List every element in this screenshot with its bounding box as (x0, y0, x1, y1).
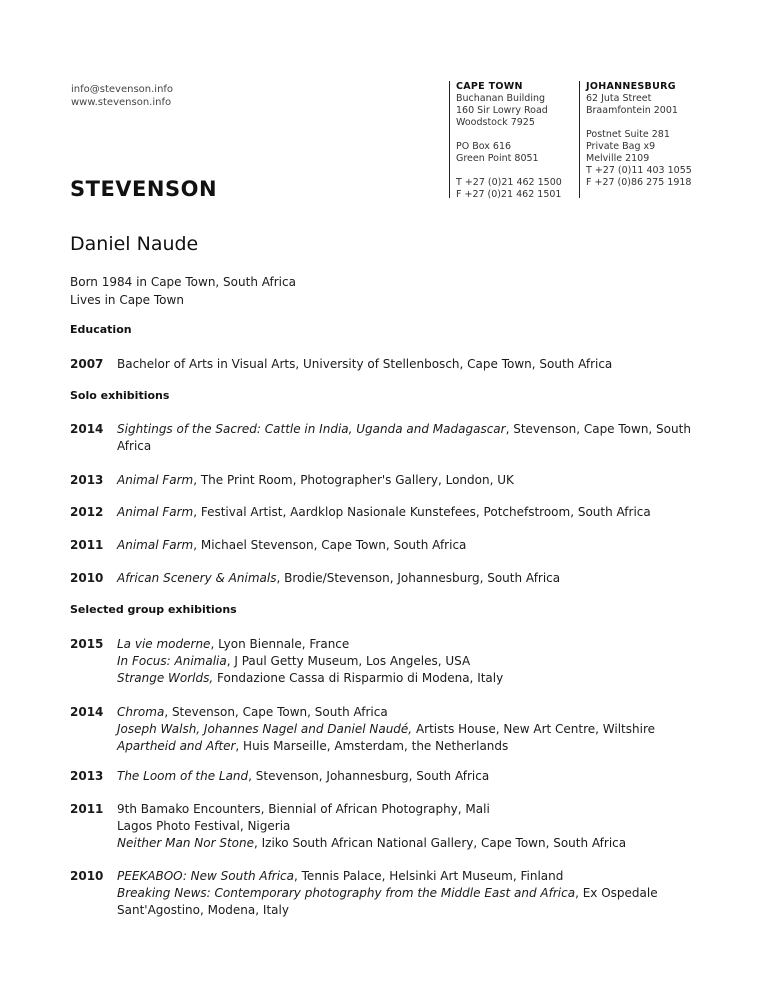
exhibition-title: In Focus: Animalia (117, 654, 227, 668)
email-link[interactable]: info@stevenson.info (71, 84, 174, 95)
entry-year: 2013 (70, 769, 104, 783)
entry-year: 2015 (70, 637, 104, 651)
artist-lives: Lives in Cape Town (70, 293, 184, 307)
entry-text: Bachelor of Arts in Visual Arts, University of Stellenbosch, Cape Town, South Africa (117, 357, 613, 371)
entry-year: 2013 (70, 473, 104, 487)
office-fax: F +27 (0)21 462 1501 (456, 189, 562, 200)
office-phone: T +27 (0)21 462 1500 (456, 177, 562, 188)
office-address-line: Woodstock 7925 (456, 117, 535, 128)
exhibition-venue: , Stevenson, Cape Town, South Africa (164, 705, 388, 719)
artist-bio (70, 273, 296, 309)
office-postal-line: Private Bag x9 (586, 141, 656, 152)
office-postal-line: Melville 2109 (586, 153, 650, 164)
office-postal-line: PO Box 616 (456, 141, 512, 152)
office-city: CAPE TOWN (456, 81, 523, 92)
solo-heading: Solo exhibitions (70, 389, 170, 402)
office-johannesburg (579, 81, 704, 198)
office-address-line: Buchanan Building (456, 93, 546, 104)
exhibition-venue: , Huis Marseille, Amsterdam, the Netherlands (235, 739, 509, 753)
exhibition-venue: , Ex Ospedale Sant'Agostino, Modena, Italy (117, 886, 658, 917)
exhibition-title: Sightings of the Sacred: Cattle in India, Uganda and Madagascar (117, 422, 506, 436)
exhibition-title: Joseph Walsh, Johannes Nagel and Daniel Naudé, (117, 722, 413, 736)
office-address-line: 62 Juta Street (586, 93, 652, 104)
exhibition-title: Apartheid and After (117, 739, 236, 753)
exhibition-venue: , Stevenson, Johannesburg, South Africa (248, 769, 490, 783)
exhibition-title: Animal Farm (117, 473, 194, 487)
office-postal-line: Postnet Suite 281 (586, 129, 670, 140)
exhibition-venue: , Lyon Biennale, France (210, 637, 350, 651)
exhibition-venue: , Stevenson, Cape Town, South Africa (117, 422, 691, 453)
exhibition-title: Animal Farm (117, 505, 194, 519)
exhibition-title: La vie moderne (117, 637, 211, 651)
exhibition-title: Animal Farm (117, 538, 194, 552)
entry-year: 2007 (70, 357, 104, 371)
exhibition-title: Chroma (117, 705, 165, 719)
exhibition-venue: 9th Bamako Encounters, Biennial of African Photography, Mali (117, 802, 490, 816)
entry-year: 2011 (70, 802, 104, 816)
gallery-logo: STEVENSON (70, 177, 218, 201)
entry-year: 2010 (70, 571, 104, 585)
office-phone: T +27 (0)11 403 1055 (586, 165, 692, 176)
exhibition-venue: , The Print Room, Photographer's Gallery, London, UK (193, 473, 514, 487)
website-link[interactable]: www.stevenson.info (71, 97, 172, 108)
exhibition-title: PEEKABOO: New South Africa (117, 869, 295, 883)
entry-year: 2012 (70, 505, 104, 519)
exhibition-title: Breaking News: Contemporary photography from the Middle East and Africa (117, 886, 576, 900)
education-heading: Education (70, 323, 132, 336)
artist-name: Daniel Naude (70, 233, 199, 255)
exhibition-title: Strange Worlds, (117, 671, 214, 685)
office-address-line: Braamfontein 2001 (586, 105, 678, 116)
office-address-line: 160 Sir Lowry Road (456, 105, 548, 116)
exhibition-venue: Artists House, New Art Centre, Wiltshire (412, 722, 656, 736)
exhibition-title: The Loom of the Land (117, 769, 249, 783)
entry-year: 2010 (70, 869, 104, 883)
office-fax: F +27 (0)86 275 1918 (586, 177, 692, 188)
exhibition-venue: , Brodie/Stevenson, Johannesburg, South Africa (276, 571, 561, 585)
exhibition-title: African Scenery & Animals (117, 571, 277, 585)
contact-block (71, 83, 173, 109)
entry-year: 2014 (70, 705, 104, 719)
office-postal-line: Green Point 8051 (456, 153, 539, 164)
entry-year: 2011 (70, 538, 104, 552)
artist-born: Born 1984 in Cape Town, South Africa (70, 275, 296, 289)
exhibition-venue: Fondazione Cassa di Risparmio di Modena, Italy (213, 671, 504, 685)
exhibition-venue: , J Paul Getty Museum, Los Angeles, USA (226, 654, 471, 668)
office-city: JOHANNESBURG (586, 81, 676, 92)
exhibition-title: Neither Man Nor Stone (117, 836, 254, 850)
entry-year: 2014 (70, 422, 104, 436)
office-cape-town (449, 81, 574, 198)
exhibition-venue: Lagos Photo Festival, Nigeria (117, 819, 291, 833)
exhibition-venue: , Tennis Palace, Helsinki Art Museum, Finland (294, 869, 564, 883)
group-heading: Selected group exhibitions (70, 603, 237, 616)
exhibition-venue: , Iziko South African National Gallery, Cape Town, South Africa (253, 836, 627, 850)
exhibition-venue: , Michael Stevenson, Cape Town, South Africa (193, 538, 467, 552)
exhibition-venue: , Festival Artist, Aardklop Nasionale Kunstefees, Potchefstroom, South Africa (193, 505, 651, 519)
